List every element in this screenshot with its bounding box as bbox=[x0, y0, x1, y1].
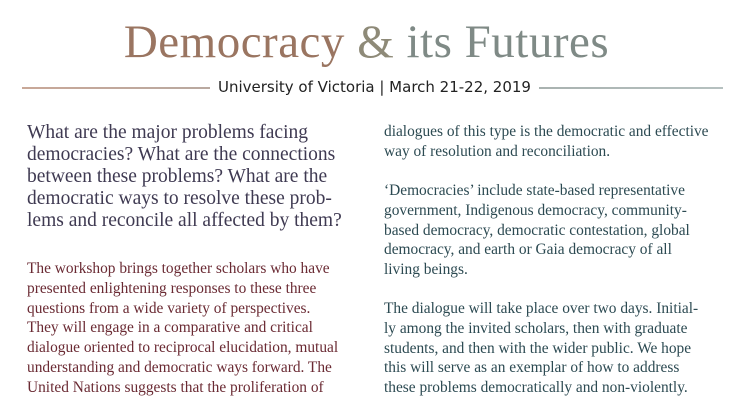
lead-questions bbox=[27, 122, 357, 232]
body-line: presented enlightening responses to these three bbox=[27, 279, 317, 297]
workshop-paragraph bbox=[27, 259, 357, 398]
body-line: way of resolution and reconciliation. bbox=[384, 142, 611, 160]
body-line: government, Indigenous democracy, community- bbox=[384, 201, 687, 219]
body-line: students, and then with the wider public. We hope bbox=[384, 339, 692, 357]
body-line: this will serve as an exemplar of how to address bbox=[384, 359, 680, 377]
header-rule-left bbox=[22, 87, 210, 89]
dialogue-schedule-paragraph bbox=[384, 299, 724, 398]
page-title bbox=[0, 14, 733, 70]
body-line: based democracy, democratic contestation, global bbox=[384, 221, 690, 239]
title-its-futures: its Futures bbox=[406, 16, 610, 68]
lead-line: lems and reconcile all affected by them? bbox=[27, 210, 342, 231]
un-continuation-paragraph bbox=[384, 122, 724, 162]
body-line: United Nations suggests that the proliferation of bbox=[27, 378, 324, 396]
body-line: questions from a wide variety of perspectives. bbox=[27, 299, 311, 317]
body-line: They will engage in a comparative and critical bbox=[27, 319, 313, 337]
lead-line: between these problems? What are the bbox=[27, 166, 328, 187]
democracies-definition-paragraph bbox=[384, 181, 724, 280]
body-line: The workshop brings together scholars who have bbox=[27, 260, 330, 277]
body-line: dialogue oriented to reciprocal elucidation, mutual bbox=[27, 339, 339, 357]
body-line: democracy, and earth or Gaia democracy of all bbox=[384, 241, 672, 259]
body-line: ly among the invited scholars, then with graduate bbox=[384, 319, 688, 337]
lead-line: democracies? What are the connections bbox=[27, 144, 336, 165]
body-line: ‘Democracies’ include state-based representative bbox=[384, 182, 685, 199]
body-line: living beings. bbox=[384, 261, 468, 279]
lead-line: What are the major problems facing bbox=[27, 122, 309, 143]
title-democracy: Democracy bbox=[123, 16, 345, 68]
title-ampersand: & bbox=[357, 16, 395, 68]
header-rule-right bbox=[539, 87, 723, 89]
event-subtitle: University of Victoria | March 21-22, 2019 bbox=[218, 78, 531, 96]
lead-line: democratic ways to resolve these prob- bbox=[27, 188, 332, 209]
body-line: dialogues of this type is the democratic and effective bbox=[384, 123, 709, 140]
body-line: understanding and democratic ways forward. The bbox=[27, 358, 332, 376]
body-line: these problems democratically and non-violently. bbox=[384, 379, 688, 397]
body-line: The dialogue will take place over two days. Initial- bbox=[384, 300, 699, 317]
